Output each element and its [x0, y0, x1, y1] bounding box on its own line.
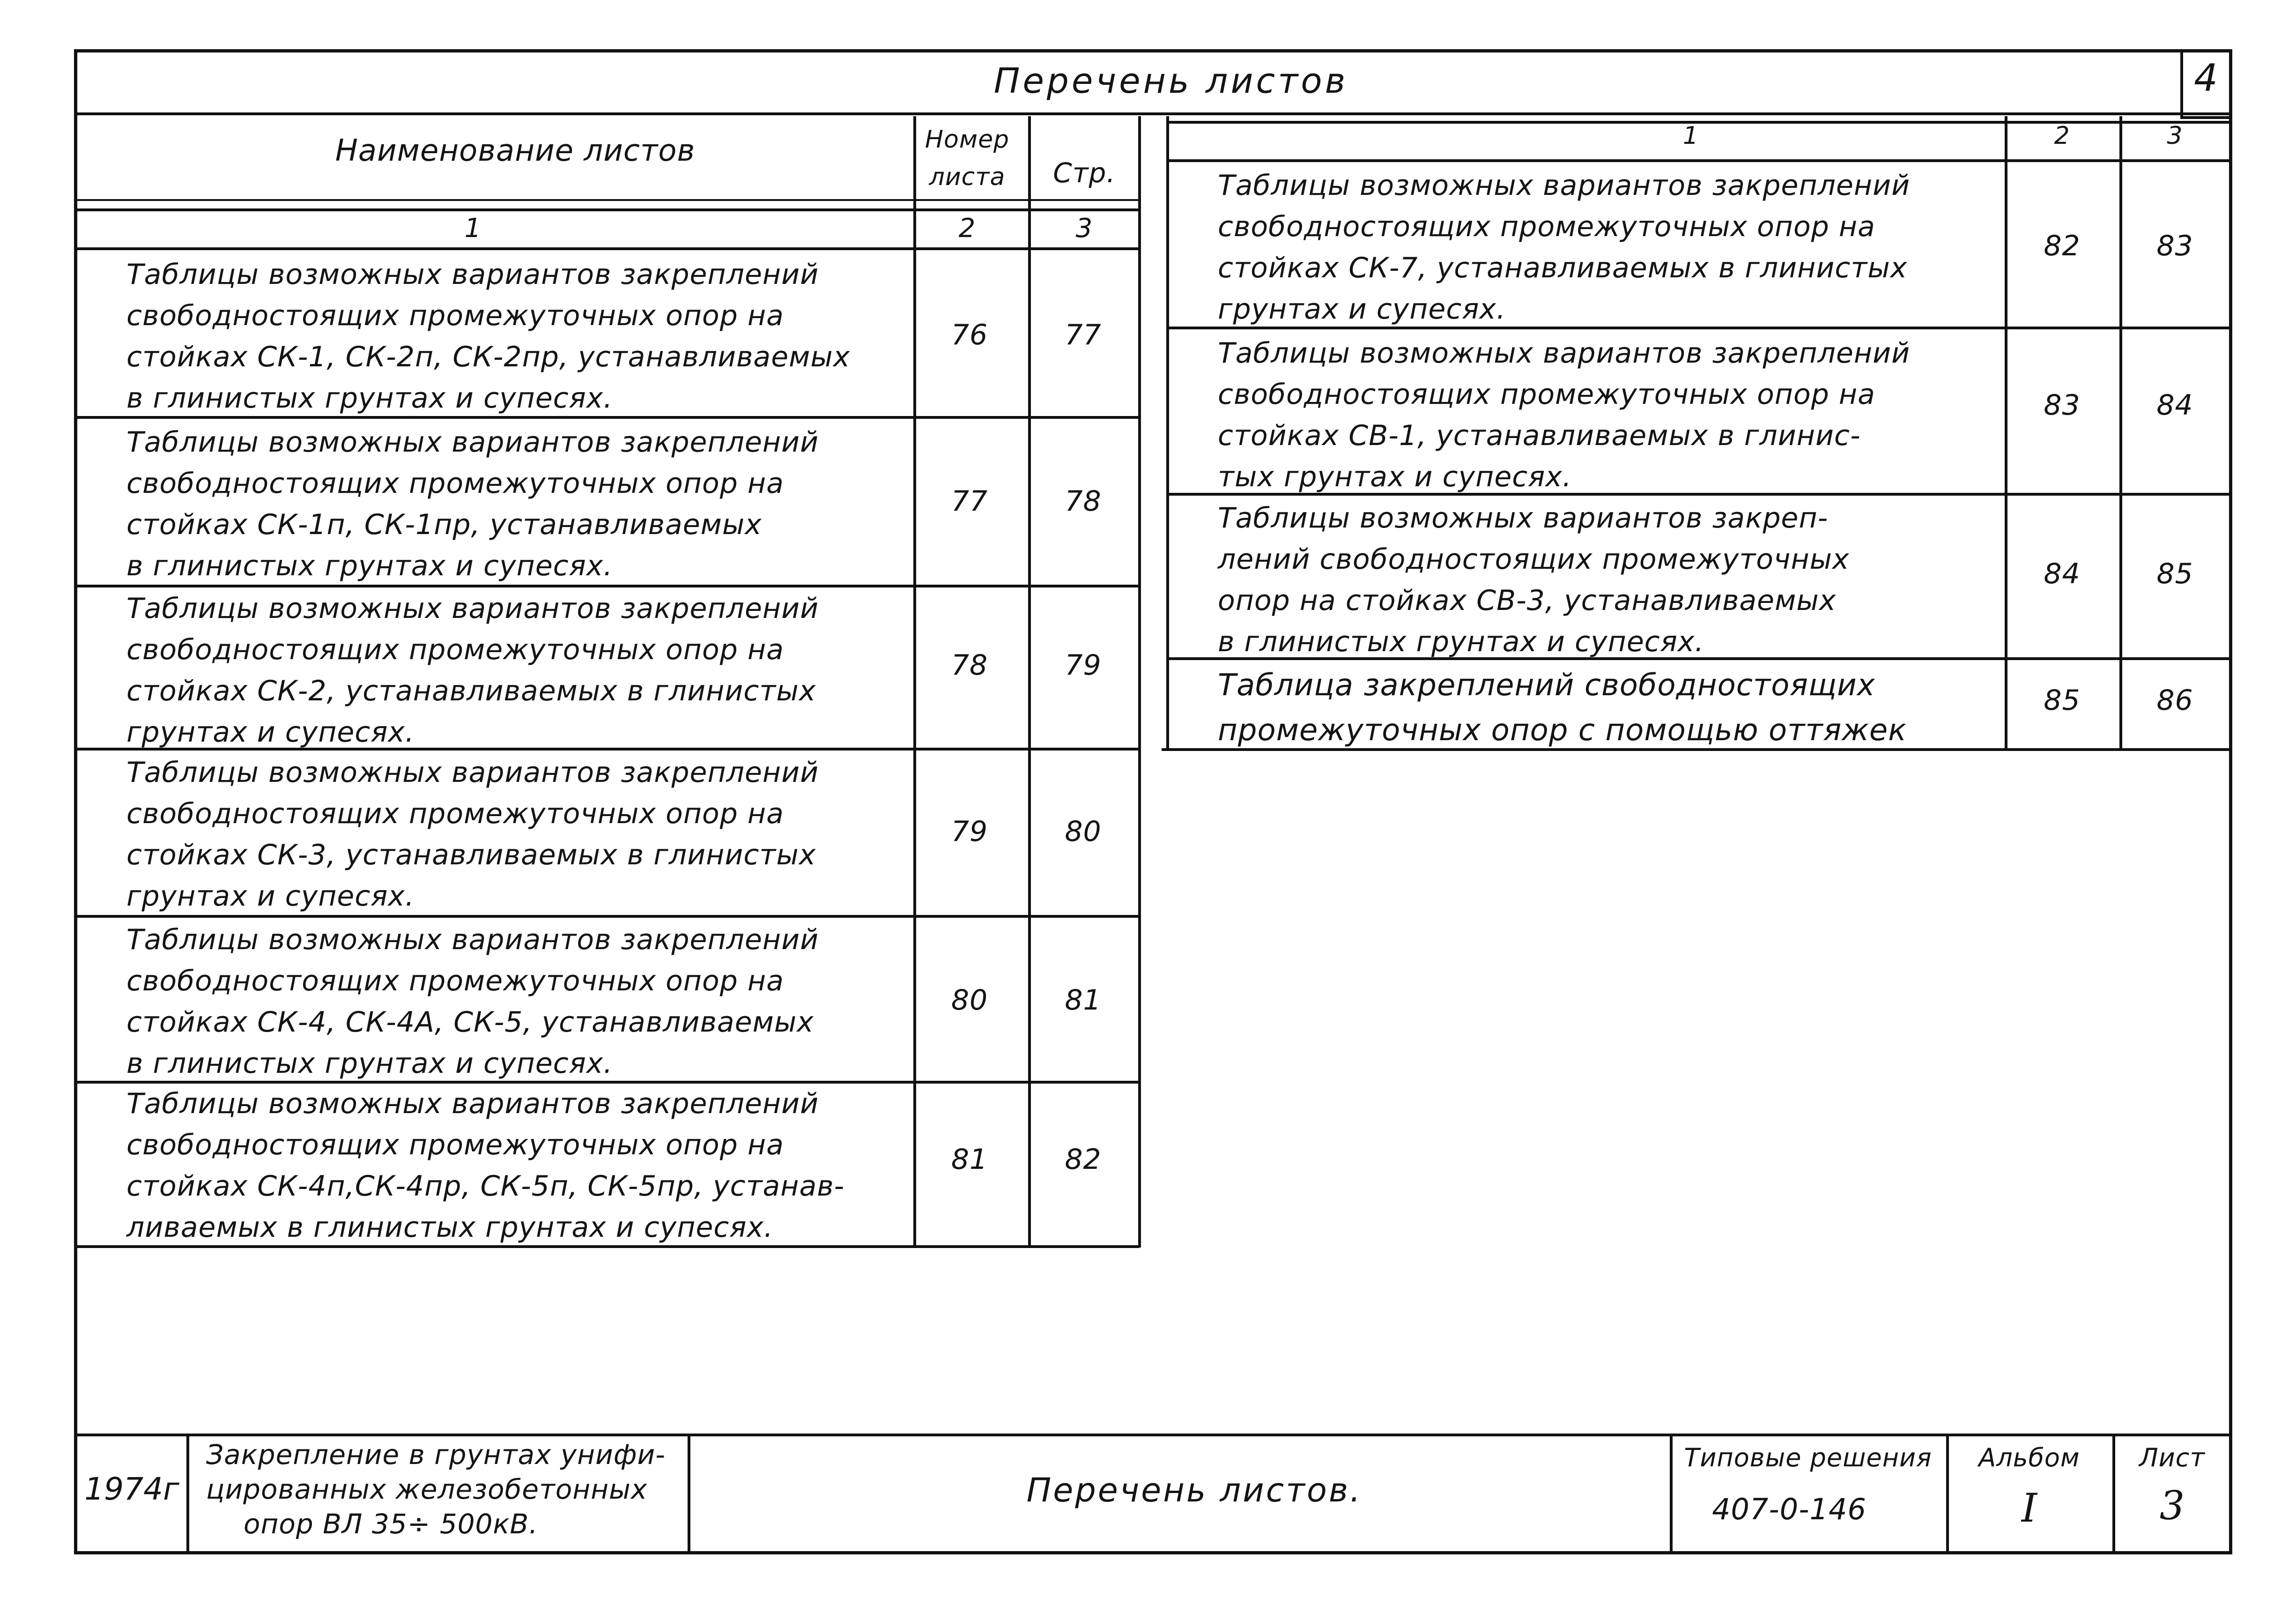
- right-row-1-page: 83: [2156, 230, 2193, 262]
- left-row-4-name: [126, 752, 819, 917]
- row-line: свободностоящих промежуточных опор на: [126, 299, 784, 332]
- row-line: промежуточных опор с помощью оттяжек: [1218, 713, 1907, 748]
- row-line: Таблицы возможных вариантов закреплений: [126, 592, 819, 625]
- left-table-right-edge: [1138, 116, 1141, 1248]
- row-line: в глинистых грунтах и супесях.: [126, 382, 613, 415]
- row-line: свободностоящих промежуточных опор на: [126, 797, 784, 830]
- left-row-5-sheet: 80: [951, 984, 988, 1017]
- left-col-number-3: 3: [1075, 213, 1093, 244]
- sheet-value: 3: [2159, 1483, 2185, 1529]
- right-row-4-page: 86: [2156, 684, 2193, 717]
- title-block-year: 1974г: [84, 1471, 179, 1507]
- row-line: Таблица закреплений свободностоящих: [1218, 668, 1875, 703]
- header-sheet-number-line2: листа: [929, 163, 1006, 191]
- row-line: Таблицы возможных вариантов закреплений: [126, 1087, 819, 1120]
- row-line: Таблицы возможных вариантов закреп-: [1218, 502, 1829, 535]
- row-line: опор на стойках СВ-3, устанавливаемых: [1218, 584, 1837, 617]
- right-row-3-sheet: 84: [2044, 557, 2081, 590]
- right-col-divider-3: [2119, 116, 2122, 751]
- row-line: ливаемых в глинистых грунтах и супесях.: [126, 1211, 774, 1244]
- left-col-number-2: 2: [958, 213, 976, 244]
- row-line: стойках СВ-1, устанавливаемых в глинис-: [1218, 419, 1861, 452]
- right-row-2-name: [1218, 333, 1910, 498]
- row-line: свободностоящих промежуточных опор на: [1218, 210, 1875, 243]
- row-line: грунтах и супесях.: [126, 716, 415, 749]
- row-line: свободностоящих промежуточных опор на: [1218, 378, 1875, 411]
- row-line: в глинистых грунтах и супесях.: [1218, 625, 1704, 658]
- row-line: в глинистых грунтах и супесях.: [126, 550, 613, 582]
- row-line: Таблицы возможных вариантов закреплений: [1218, 169, 1911, 202]
- row-line: Таблицы возможных вариантов закреплений: [126, 923, 819, 956]
- row-line: стойках СК-3, устанавливаемых в глинистых: [126, 839, 816, 871]
- right-col-number-1: 1: [1682, 122, 1699, 150]
- right-colnum-row-bottom: [1166, 159, 2230, 162]
- left-row-5-name: [126, 919, 819, 1084]
- right-row-1-sheet: 82: [2044, 230, 2081, 262]
- left-header-line-b: [76, 208, 1139, 211]
- right-col-divider-2: [2005, 116, 2007, 751]
- row-line: стойках СК-2, устанавливаемых в глинистых: [126, 675, 816, 707]
- row-line: свободностоящих промежуточных опор на: [126, 1129, 784, 1161]
- project-line: Закрепление в грунтах унифи-: [206, 1439, 666, 1471]
- left-header-line-a: [76, 199, 1139, 201]
- right-col-number-2: 2: [2054, 122, 2070, 150]
- row-line: Таблицы возможных вариантов закреплений: [126, 756, 819, 789]
- project-line: цированных железобетонных: [206, 1473, 648, 1505]
- row-line: стойках СК-7, устанавливаемых в глинистых: [1218, 252, 1908, 284]
- left-row-6-name: [126, 1083, 844, 1248]
- corner-sheet-number: 4: [2194, 56, 2218, 100]
- left-row-4-sheet: 79: [951, 815, 988, 848]
- left-row-2-page: 78: [1065, 485, 1102, 518]
- left-row-1-page: 77: [1065, 319, 1102, 351]
- right-row-4-name: [1218, 663, 1907, 753]
- corner-box-bottom: [2180, 116, 2232, 119]
- left-row-3-page: 79: [1065, 649, 1102, 682]
- album-label: Альбом: [1978, 1443, 2080, 1472]
- title-row-bottom: [76, 112, 2230, 115]
- left-row-3-name: [126, 588, 819, 753]
- row-line: тых грунтах и супесях.: [1218, 461, 1572, 493]
- row-line: свободностоящих промежуточных опор на: [126, 965, 784, 997]
- right-row-4-sheet: 85: [2044, 684, 2081, 717]
- right-row-3-page: 85: [2156, 557, 2193, 590]
- left-row-6-page: 82: [1065, 1143, 1102, 1176]
- row-line: стойках СК-1, СК-2п, СК-2пр, устанавливаемых: [126, 341, 851, 373]
- row-line: в глинистых грунтах и супесях.: [126, 1047, 613, 1080]
- row-line: грунтах и супесях.: [1218, 293, 1506, 326]
- left-colnum-row-bottom: [76, 247, 1139, 250]
- right-col-number-3: 3: [2167, 122, 2183, 150]
- title-block-top: [76, 1434, 2230, 1436]
- row-line: свободностоящих промежуточных опор на: [126, 467, 784, 500]
- title-block-divider: [186, 1434, 189, 1552]
- row-line: стойках СК-4, СК-4А, СК-5, устанавливаемых: [126, 1006, 814, 1039]
- title-block-divider: [688, 1434, 690, 1552]
- sheet-label: Лист: [2139, 1443, 2205, 1472]
- header-sheet-number-line1: Номер: [925, 126, 1010, 154]
- left-col-divider-3: [1028, 116, 1031, 1248]
- right-row-2-sheet: 83: [2044, 389, 2081, 422]
- header-page: Стр.: [1053, 157, 1116, 189]
- series-value: 407-0-146: [1712, 1492, 1866, 1526]
- row-line: стойках СК-1п, СК-1пр, устанавливаемых: [126, 508, 762, 541]
- album-value: I: [2021, 1485, 2037, 1531]
- left-row-2-sheet: 77: [951, 485, 988, 518]
- row-line: Таблицы возможных вариантов закреплений: [126, 258, 819, 291]
- left-col-divider-2: [913, 116, 916, 1248]
- row-line: лений свободностоящих промежуточных: [1218, 543, 1850, 576]
- left-row-1-sheet: 76: [951, 319, 988, 351]
- left-row-4-page: 80: [1065, 815, 1102, 848]
- title-block-sheet-title: Перечень листов.: [1026, 1471, 1363, 1509]
- left-row-3-sheet: 78: [951, 649, 988, 682]
- title-block-project: [206, 1437, 666, 1541]
- row-line: Таблицы возможных вариантов закреплений: [1218, 337, 1911, 370]
- left-row-2-name: [126, 422, 819, 587]
- row-line: стойках СК-4п,СК-4пр, СК-5п, СК-5пр, устанав-: [126, 1170, 845, 1203]
- page-title: Перечень листов: [993, 61, 1348, 101]
- right-row-2-page: 84: [2156, 389, 2193, 422]
- header-sheet-number: [913, 121, 1021, 196]
- right-table-left-edge: [1166, 116, 1169, 751]
- row-line: грунтах и супесях.: [126, 880, 415, 913]
- right-row-3-name: [1218, 498, 1850, 662]
- right-row-1-name: [1218, 165, 1910, 330]
- left-col-number-1: 1: [464, 213, 482, 244]
- header-sheet-name: Наименование листов: [335, 134, 696, 168]
- row-line: свободностоящих промежуточных опор на: [126, 633, 784, 666]
- series-label: Типовые решения: [1684, 1443, 1932, 1472]
- left-row-6-sheet: 81: [951, 1143, 988, 1176]
- left-row-5-page: 81: [1065, 984, 1102, 1017]
- project-line: опор ВЛ 35÷ 500кВ.: [244, 1508, 538, 1540]
- row-line: Таблицы возможных вариантов закреплений: [126, 426, 819, 459]
- left-row-1-name: [126, 254, 850, 419]
